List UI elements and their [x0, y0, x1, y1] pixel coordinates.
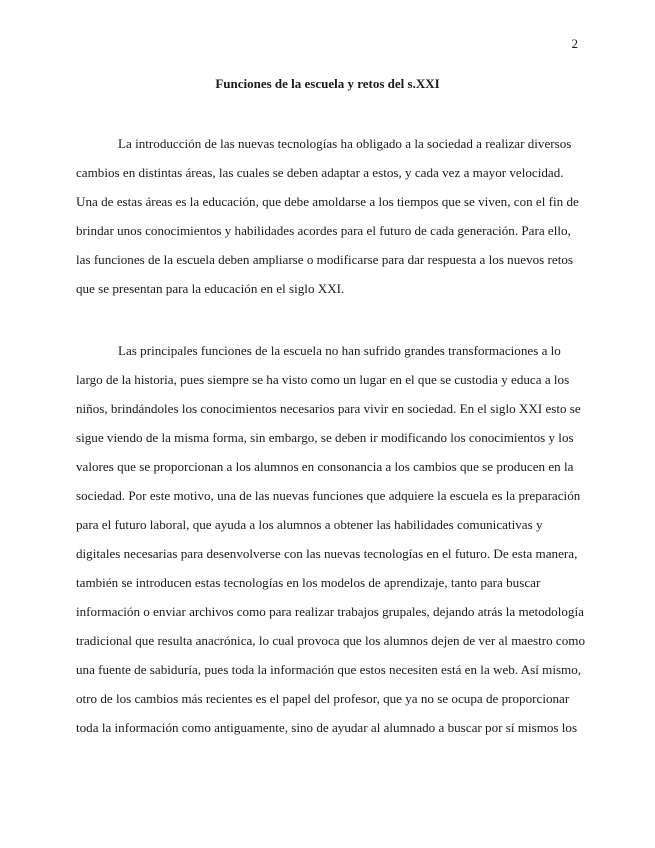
paragraph-line: sigue viendo de la misma forma, sin embargo, se deben ir modificando los conocimientos y los [76, 430, 574, 445]
paragraph-line: digitales necesarias para desenvolverse con las nuevas tecnologías en el futuro. De esta manera, [76, 546, 578, 561]
paragraph-line: que se presentan para la educación en el siglo XXI. [76, 281, 345, 296]
paragraph-line: La introducción de las nuevas tecnologías ha obligado a la sociedad a realizar diversos [118, 136, 572, 151]
paragraph-line: una fuente de sabiduría, pues toda la información que estos necesiten está en la web. Así mismo, [76, 662, 582, 677]
paragraph-line: Las principales funciones de la escuela no han sufrido grandes transformaciones a lo [118, 343, 561, 358]
paragraph-line: también se introducen estas tecnologías en los modelos de aprendizaje, tanto para buscar [76, 575, 541, 590]
document-title: Funciones de la escuela y retos del s.XXI [215, 76, 440, 91]
paragraph-line: sociedad. Por este motivo, una de las nuevas funciones que adquiere la escuela es la preparación [76, 488, 581, 503]
paragraph-line: las funciones de la escuela deben ampliarse o modificarse para dar respuesta a los nuevos retos [76, 252, 574, 267]
paragraph-line: otro de los cambios más recientes es el papel del profesor, que ya no se ocupa de proporcionar [76, 691, 570, 706]
page-number: 2 [571, 36, 578, 51]
paragraph-line: tradicional que resulta anacrónica, lo cual provoca que los alumnos dejen de ver al maestro como [76, 633, 586, 648]
paragraph-line: largo de la historia, pues siempre se ha visto como un lugar en el que se custodia y educa a los [76, 372, 570, 387]
paragraph-line: toda la información como antiguamente, sino de ayudar al alumnado a buscar por sí mismos los [76, 720, 578, 735]
paragraph-line: Una de estas áreas es la educación, que debe amoldarse a los tiempos que se viven, con el fin de [76, 194, 579, 209]
paragraph-line: brindar unos conocimientos y habilidades acordes para el futuro de cada generación. Para ello, [76, 223, 571, 238]
paragraph-line: valores que se proporcionan a los alumnos en consonancia a los cambios que se producen en la [76, 459, 574, 474]
paragraph-line: cambios en distintas áreas, las cuales se deben adaptar a estos, y cada vez a mayor velocidad. [76, 165, 564, 180]
paragraph-line: para el futuro laboral, que ayuda a los alumnos a obtener las habilidades comunicativas y [76, 517, 543, 532]
paragraph-line: niños, brindándoles los conocimientos necesarios para vivir en sociedad. En el siglo XXI esto se [76, 401, 581, 416]
paragraph-line: información o enviar archivos como para realizar trabajos grupales, dejando atrás la metodología [76, 604, 584, 619]
